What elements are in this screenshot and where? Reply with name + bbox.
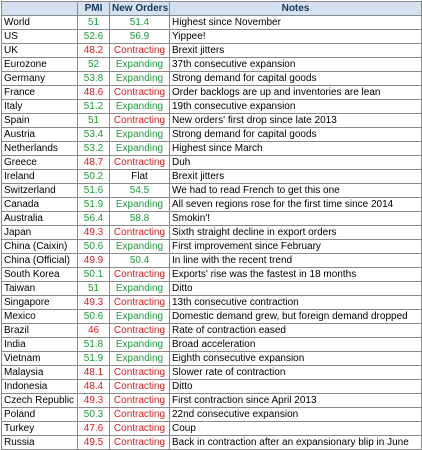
pmi-cell: 50.6 — [78, 240, 110, 254]
pmi-cell: 51 — [78, 16, 110, 30]
pmi-cell: 48.4 — [78, 380, 110, 394]
new-orders-cell: Contracting — [110, 296, 170, 310]
pmi-cell: 52 — [78, 58, 110, 72]
pmi-table-container — [1, 1, 422, 450]
country-cell: China (Caixin) — [2, 240, 78, 254]
table-row — [2, 128, 422, 142]
country-cell: Italy — [2, 100, 78, 114]
notes-cell: Slower rate of contraction — [170, 366, 422, 380]
notes-cell: Exports' rise was the fastest in 18 months — [170, 268, 422, 282]
pmi-cell: 53.8 — [78, 72, 110, 86]
country-cell: Turkey — [2, 422, 78, 436]
notes-cell: Highest since March — [170, 142, 422, 156]
new-orders-cell: Contracting — [110, 226, 170, 240]
table-row — [2, 338, 422, 352]
pmi-cell: 46 — [78, 324, 110, 338]
notes-cell: Coup — [170, 422, 422, 436]
country-cell: Greece — [2, 156, 78, 170]
notes-cell: Highest since November — [170, 16, 422, 30]
new-orders-cell: Contracting — [110, 156, 170, 170]
pmi-cell: 51 — [78, 282, 110, 296]
pmi-cell: 49.3 — [78, 394, 110, 408]
country-cell: Indonesia — [2, 380, 78, 394]
country-cell: Japan — [2, 226, 78, 240]
notes-cell: Sixth straight decline in export orders — [170, 226, 422, 240]
table-row — [2, 324, 422, 338]
pmi-cell: 53.2 — [78, 142, 110, 156]
table-header-row — [2, 2, 422, 16]
new-orders-cell: Contracting — [110, 324, 170, 338]
pmi-cell: 51.8 — [78, 338, 110, 352]
pmi-cell: 48.1 — [78, 366, 110, 380]
table-row — [2, 240, 422, 254]
country-cell: Australia — [2, 212, 78, 226]
new-orders-cell: Contracting — [110, 380, 170, 394]
country-cell: Brazil — [2, 324, 78, 338]
table-body — [2, 16, 422, 450]
notes-cell: Smokin'! — [170, 212, 422, 226]
pmi-cell: 51 — [78, 114, 110, 128]
table-row — [2, 394, 422, 408]
new-orders-cell: 56.9 — [110, 30, 170, 44]
notes-cell: 37th consecutive expansion — [170, 58, 422, 72]
notes-cell: Ditto — [170, 380, 422, 394]
table-row — [2, 310, 422, 324]
table-row — [2, 142, 422, 156]
country-cell: South Korea — [2, 268, 78, 282]
country-cell: Austria — [2, 128, 78, 142]
table-row — [2, 114, 422, 128]
new-orders-cell: Contracting — [110, 422, 170, 436]
header-new-orders: New Orders — [110, 2, 170, 16]
pmi-cell: 51.2 — [78, 100, 110, 114]
new-orders-cell: 50.4 — [110, 254, 170, 268]
table-row — [2, 44, 422, 58]
notes-cell: Brexit jitters — [170, 44, 422, 58]
new-orders-cell: Contracting — [110, 114, 170, 128]
notes-cell: We had to read French to get this one — [170, 184, 422, 198]
new-orders-cell: Expanding — [110, 310, 170, 324]
table-row — [2, 296, 422, 310]
new-orders-cell: Contracting — [110, 86, 170, 100]
pmi-cell: 51.6 — [78, 184, 110, 198]
pmi-cell: 49.5 — [78, 436, 110, 450]
table-row — [2, 198, 422, 212]
table-row — [2, 184, 422, 198]
notes-cell: Strong demand for capital goods — [170, 128, 422, 142]
notes-cell: All seven regions rose for the first time since 2014 — [170, 198, 422, 212]
notes-cell: Rate of contraction eased — [170, 324, 422, 338]
new-orders-cell: Expanding — [110, 282, 170, 296]
table-row — [2, 282, 422, 296]
country-cell: Eurozone — [2, 58, 78, 72]
pmi-cell: 53.4 — [78, 128, 110, 142]
country-cell: Singapore — [2, 296, 78, 310]
table-row — [2, 212, 422, 226]
new-orders-cell: Expanding — [110, 198, 170, 212]
country-cell: India — [2, 338, 78, 352]
country-cell: Czech Republic — [2, 394, 78, 408]
country-cell: China (Official) — [2, 254, 78, 268]
notes-cell: First improvement since February — [170, 240, 422, 254]
pmi-cell: 50.1 — [78, 268, 110, 282]
table-row — [2, 30, 422, 44]
table-row — [2, 58, 422, 72]
table-row — [2, 254, 422, 268]
notes-cell: Eighth consecutive expansion — [170, 352, 422, 366]
table-row — [2, 268, 422, 282]
table-row — [2, 100, 422, 114]
pmi-cell: 49.3 — [78, 226, 110, 240]
pmi-cell: 51.9 — [78, 198, 110, 212]
pmi-cell: 56.4 — [78, 212, 110, 226]
pmi-cell: 49.3 — [78, 296, 110, 310]
table-row — [2, 380, 422, 394]
country-cell: Netherlands — [2, 142, 78, 156]
new-orders-cell: Flat — [110, 170, 170, 184]
country-cell: France — [2, 86, 78, 100]
notes-cell: First contraction since April 2013 — [170, 394, 422, 408]
country-cell: Malaysia — [2, 366, 78, 380]
country-cell: Mexico — [2, 310, 78, 324]
notes-cell: 19th consecutive expansion — [170, 100, 422, 114]
country-cell: Taiwan — [2, 282, 78, 296]
notes-cell: Yippee! — [170, 30, 422, 44]
new-orders-cell: 58.8 — [110, 212, 170, 226]
country-cell: Spain — [2, 114, 78, 128]
table-row — [2, 408, 422, 422]
country-cell: Vietnam — [2, 352, 78, 366]
notes-cell: 13th consecutive contraction — [170, 296, 422, 310]
notes-cell: Duh — [170, 156, 422, 170]
pmi-cell: 47.6 — [78, 422, 110, 436]
notes-cell: Strong demand for capital goods — [170, 72, 422, 86]
new-orders-cell: Contracting — [110, 268, 170, 282]
new-orders-cell: 51.4 — [110, 16, 170, 30]
new-orders-cell: Expanding — [110, 142, 170, 156]
new-orders-cell: Contracting — [110, 408, 170, 422]
notes-cell: In line with the recent trend — [170, 254, 422, 268]
notes-cell: Ditto — [170, 282, 422, 296]
pmi-cell: 50.2 — [78, 170, 110, 184]
country-cell: Germany — [2, 72, 78, 86]
new-orders-cell: Expanding — [110, 72, 170, 86]
new-orders-cell: Contracting — [110, 44, 170, 58]
table-row — [2, 422, 422, 436]
table-row — [2, 170, 422, 184]
notes-cell: New orders' first drop since late 2013 — [170, 114, 422, 128]
table-row — [2, 436, 422, 450]
country-cell: US — [2, 30, 78, 44]
country-cell: Russia — [2, 436, 78, 450]
new-orders-cell: Expanding — [110, 338, 170, 352]
notes-cell: Broad acceleration — [170, 338, 422, 352]
notes-cell: Order backlogs are up and inventories are lean — [170, 86, 422, 100]
pmi-cell: 48.7 — [78, 156, 110, 170]
country-cell: Canada — [2, 198, 78, 212]
new-orders-cell: 54.5 — [110, 184, 170, 198]
header-pmi: PMI — [78, 2, 110, 16]
new-orders-cell: Expanding — [110, 100, 170, 114]
notes-cell: Back in contraction after an expansionary blip in June — [170, 436, 422, 450]
pmi-cell: 51.9 — [78, 352, 110, 366]
table-row — [2, 226, 422, 240]
notes-cell: Domestic demand grew, but foreign demand dropped — [170, 310, 422, 324]
country-cell: Ireland — [2, 170, 78, 184]
new-orders-cell: Contracting — [110, 436, 170, 450]
new-orders-cell: Expanding — [110, 240, 170, 254]
table-row — [2, 16, 422, 30]
table-row — [2, 86, 422, 100]
pmi-cell: 50.6 — [78, 310, 110, 324]
pmi-cell: 48.2 — [78, 44, 110, 58]
table-row — [2, 72, 422, 86]
pmi-table — [1, 1, 422, 450]
new-orders-cell: Expanding — [110, 352, 170, 366]
country-cell: UK — [2, 44, 78, 58]
table-row — [2, 352, 422, 366]
country-cell: Switzerland — [2, 184, 78, 198]
notes-cell: Brexit jitters — [170, 170, 422, 184]
new-orders-cell: Contracting — [110, 366, 170, 380]
pmi-cell: 49.9 — [78, 254, 110, 268]
header-notes: Notes — [170, 2, 422, 16]
new-orders-cell: Expanding — [110, 58, 170, 72]
pmi-cell: 52.6 — [78, 30, 110, 44]
notes-cell: 22nd consecutive expansion — [170, 408, 422, 422]
new-orders-cell: Contracting — [110, 394, 170, 408]
country-cell: Poland — [2, 408, 78, 422]
new-orders-cell: Expanding — [110, 128, 170, 142]
pmi-cell: 48.6 — [78, 86, 110, 100]
header-country — [2, 2, 78, 16]
table-row — [2, 156, 422, 170]
table-row — [2, 366, 422, 380]
pmi-cell: 50.3 — [78, 408, 110, 422]
country-cell: World — [2, 16, 78, 30]
